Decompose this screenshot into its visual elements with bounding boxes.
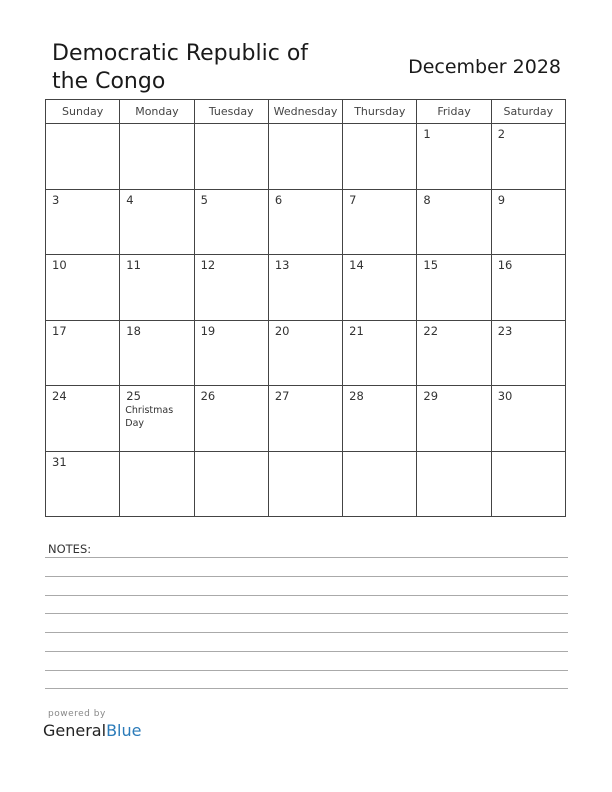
weekday-header: Tuesday xyxy=(194,100,268,124)
weekday-header: Sunday xyxy=(46,100,120,124)
day-number: 29 xyxy=(423,389,439,403)
title-line-2: the Congo xyxy=(52,69,166,94)
day-number: 30 xyxy=(497,389,513,403)
day-cell[interactable] xyxy=(46,124,120,190)
powered-by-text: powered by xyxy=(48,709,106,719)
day-cell[interactable] xyxy=(120,386,194,452)
day-number: 28 xyxy=(349,389,364,403)
day-number xyxy=(343,124,416,127)
month-label: December 2028 xyxy=(408,56,561,78)
day-cell[interactable] xyxy=(268,451,342,517)
day-number: 6 xyxy=(274,192,283,207)
notes-label: NOTES: xyxy=(48,542,92,556)
day-cell[interactable] xyxy=(343,255,417,321)
day-cell[interactable] xyxy=(491,189,565,255)
day-number xyxy=(195,452,268,455)
day-cell[interactable] xyxy=(491,124,565,190)
day-number: 20 xyxy=(274,323,290,338)
holiday-label: Christmas Day xyxy=(125,405,174,429)
day-cell[interactable] xyxy=(417,189,491,255)
title-line-1: Democratic Republic of xyxy=(52,41,309,66)
note-line xyxy=(45,651,568,652)
day-cell[interactable] xyxy=(194,451,268,517)
day-number: 16 xyxy=(497,258,513,272)
day-cell[interactable] xyxy=(417,451,491,517)
day-number: 10 xyxy=(52,258,67,272)
day-number: 21 xyxy=(349,323,364,338)
day-number: 31 xyxy=(52,454,67,469)
day-number xyxy=(46,124,119,127)
brand-logo[interactable] xyxy=(43,721,141,740)
day-number: 27 xyxy=(274,389,290,403)
day-cell[interactable] xyxy=(46,451,120,517)
brand-blue: Blue xyxy=(106,721,142,740)
day-cell[interactable] xyxy=(343,320,417,386)
brand-general: General xyxy=(43,721,107,740)
day-cell[interactable] xyxy=(46,189,120,255)
note-line xyxy=(45,670,568,671)
day-number: 3 xyxy=(52,192,60,207)
day-number: 24 xyxy=(52,389,67,403)
day-number xyxy=(120,124,193,127)
day-cell[interactable] xyxy=(120,255,194,321)
weekday-header: Monday xyxy=(120,100,194,124)
day-cell[interactable] xyxy=(343,124,417,190)
day-number: 2 xyxy=(497,127,506,141)
day-number xyxy=(269,452,342,455)
day-number xyxy=(492,452,565,455)
day-cell[interactable] xyxy=(120,189,194,255)
day-cell[interactable] xyxy=(268,255,342,321)
day-cell[interactable] xyxy=(194,124,268,190)
note-line xyxy=(45,557,568,558)
note-line xyxy=(45,688,568,689)
day-number: 25 xyxy=(126,389,141,403)
note-line xyxy=(45,632,568,633)
day-cell[interactable] xyxy=(46,320,120,386)
day-cell[interactable] xyxy=(343,451,417,517)
day-number: 12 xyxy=(200,258,216,272)
day-number: 19 xyxy=(200,323,216,338)
week-row xyxy=(46,320,566,386)
day-cell[interactable] xyxy=(194,189,268,255)
weekday-header: Wednesday xyxy=(268,100,342,124)
note-line xyxy=(45,613,568,614)
day-number xyxy=(120,452,193,455)
week-row xyxy=(46,451,566,517)
day-cell[interactable] xyxy=(120,124,194,190)
day-cell[interactable] xyxy=(46,255,120,321)
week-row xyxy=(46,386,566,452)
day-number: 13 xyxy=(274,258,290,272)
day-cell[interactable] xyxy=(491,451,565,517)
day-cell[interactable] xyxy=(491,320,565,386)
day-cell[interactable] xyxy=(417,386,491,452)
day-number: 5 xyxy=(200,192,208,207)
day-number: 15 xyxy=(423,258,439,272)
day-number: 17 xyxy=(52,323,67,338)
day-number xyxy=(195,124,268,127)
day-number xyxy=(417,452,490,455)
day-cell[interactable] xyxy=(491,255,565,321)
day-cell[interactable] xyxy=(194,386,268,452)
day-number: 8 xyxy=(423,192,431,207)
week-row xyxy=(46,189,566,255)
weekday-header: Thursday xyxy=(343,100,417,124)
day-number: 26 xyxy=(200,389,216,403)
day-cell[interactable] xyxy=(46,386,120,452)
calendar-title xyxy=(52,40,352,96)
day-number: 4 xyxy=(126,192,134,207)
day-cell[interactable] xyxy=(417,124,491,190)
day-number: 22 xyxy=(423,323,439,338)
day-number xyxy=(343,452,416,455)
day-cell[interactable] xyxy=(120,320,194,386)
note-line xyxy=(45,576,568,577)
day-number: 14 xyxy=(349,258,364,272)
day-cell[interactable] xyxy=(194,320,268,386)
day-cell[interactable] xyxy=(417,255,491,321)
weekday-header: Saturday xyxy=(491,100,565,124)
day-number: 9 xyxy=(497,192,506,207)
weekday-header-row xyxy=(46,100,566,124)
day-cell[interactable] xyxy=(343,386,417,452)
day-cell[interactable] xyxy=(120,451,194,517)
calendar-grid xyxy=(45,99,566,517)
week-row xyxy=(46,124,566,190)
day-cell[interactable] xyxy=(343,189,417,255)
day-cell[interactable] xyxy=(268,320,342,386)
day-cell[interactable] xyxy=(417,320,491,386)
day-number: 11 xyxy=(126,258,141,272)
day-cell[interactable] xyxy=(194,255,268,321)
day-cell[interactable] xyxy=(268,124,342,190)
day-cell[interactable] xyxy=(268,189,342,255)
day-cell[interactable] xyxy=(268,386,342,452)
day-number xyxy=(269,124,342,127)
note-line xyxy=(45,595,568,596)
day-number: 18 xyxy=(126,323,141,338)
week-row xyxy=(46,255,566,321)
day-cell[interactable] xyxy=(491,386,565,452)
day-number: 7 xyxy=(349,192,357,207)
day-number: 1 xyxy=(423,127,431,141)
day-number: 23 xyxy=(497,323,513,338)
weekday-header: Friday xyxy=(417,100,491,124)
